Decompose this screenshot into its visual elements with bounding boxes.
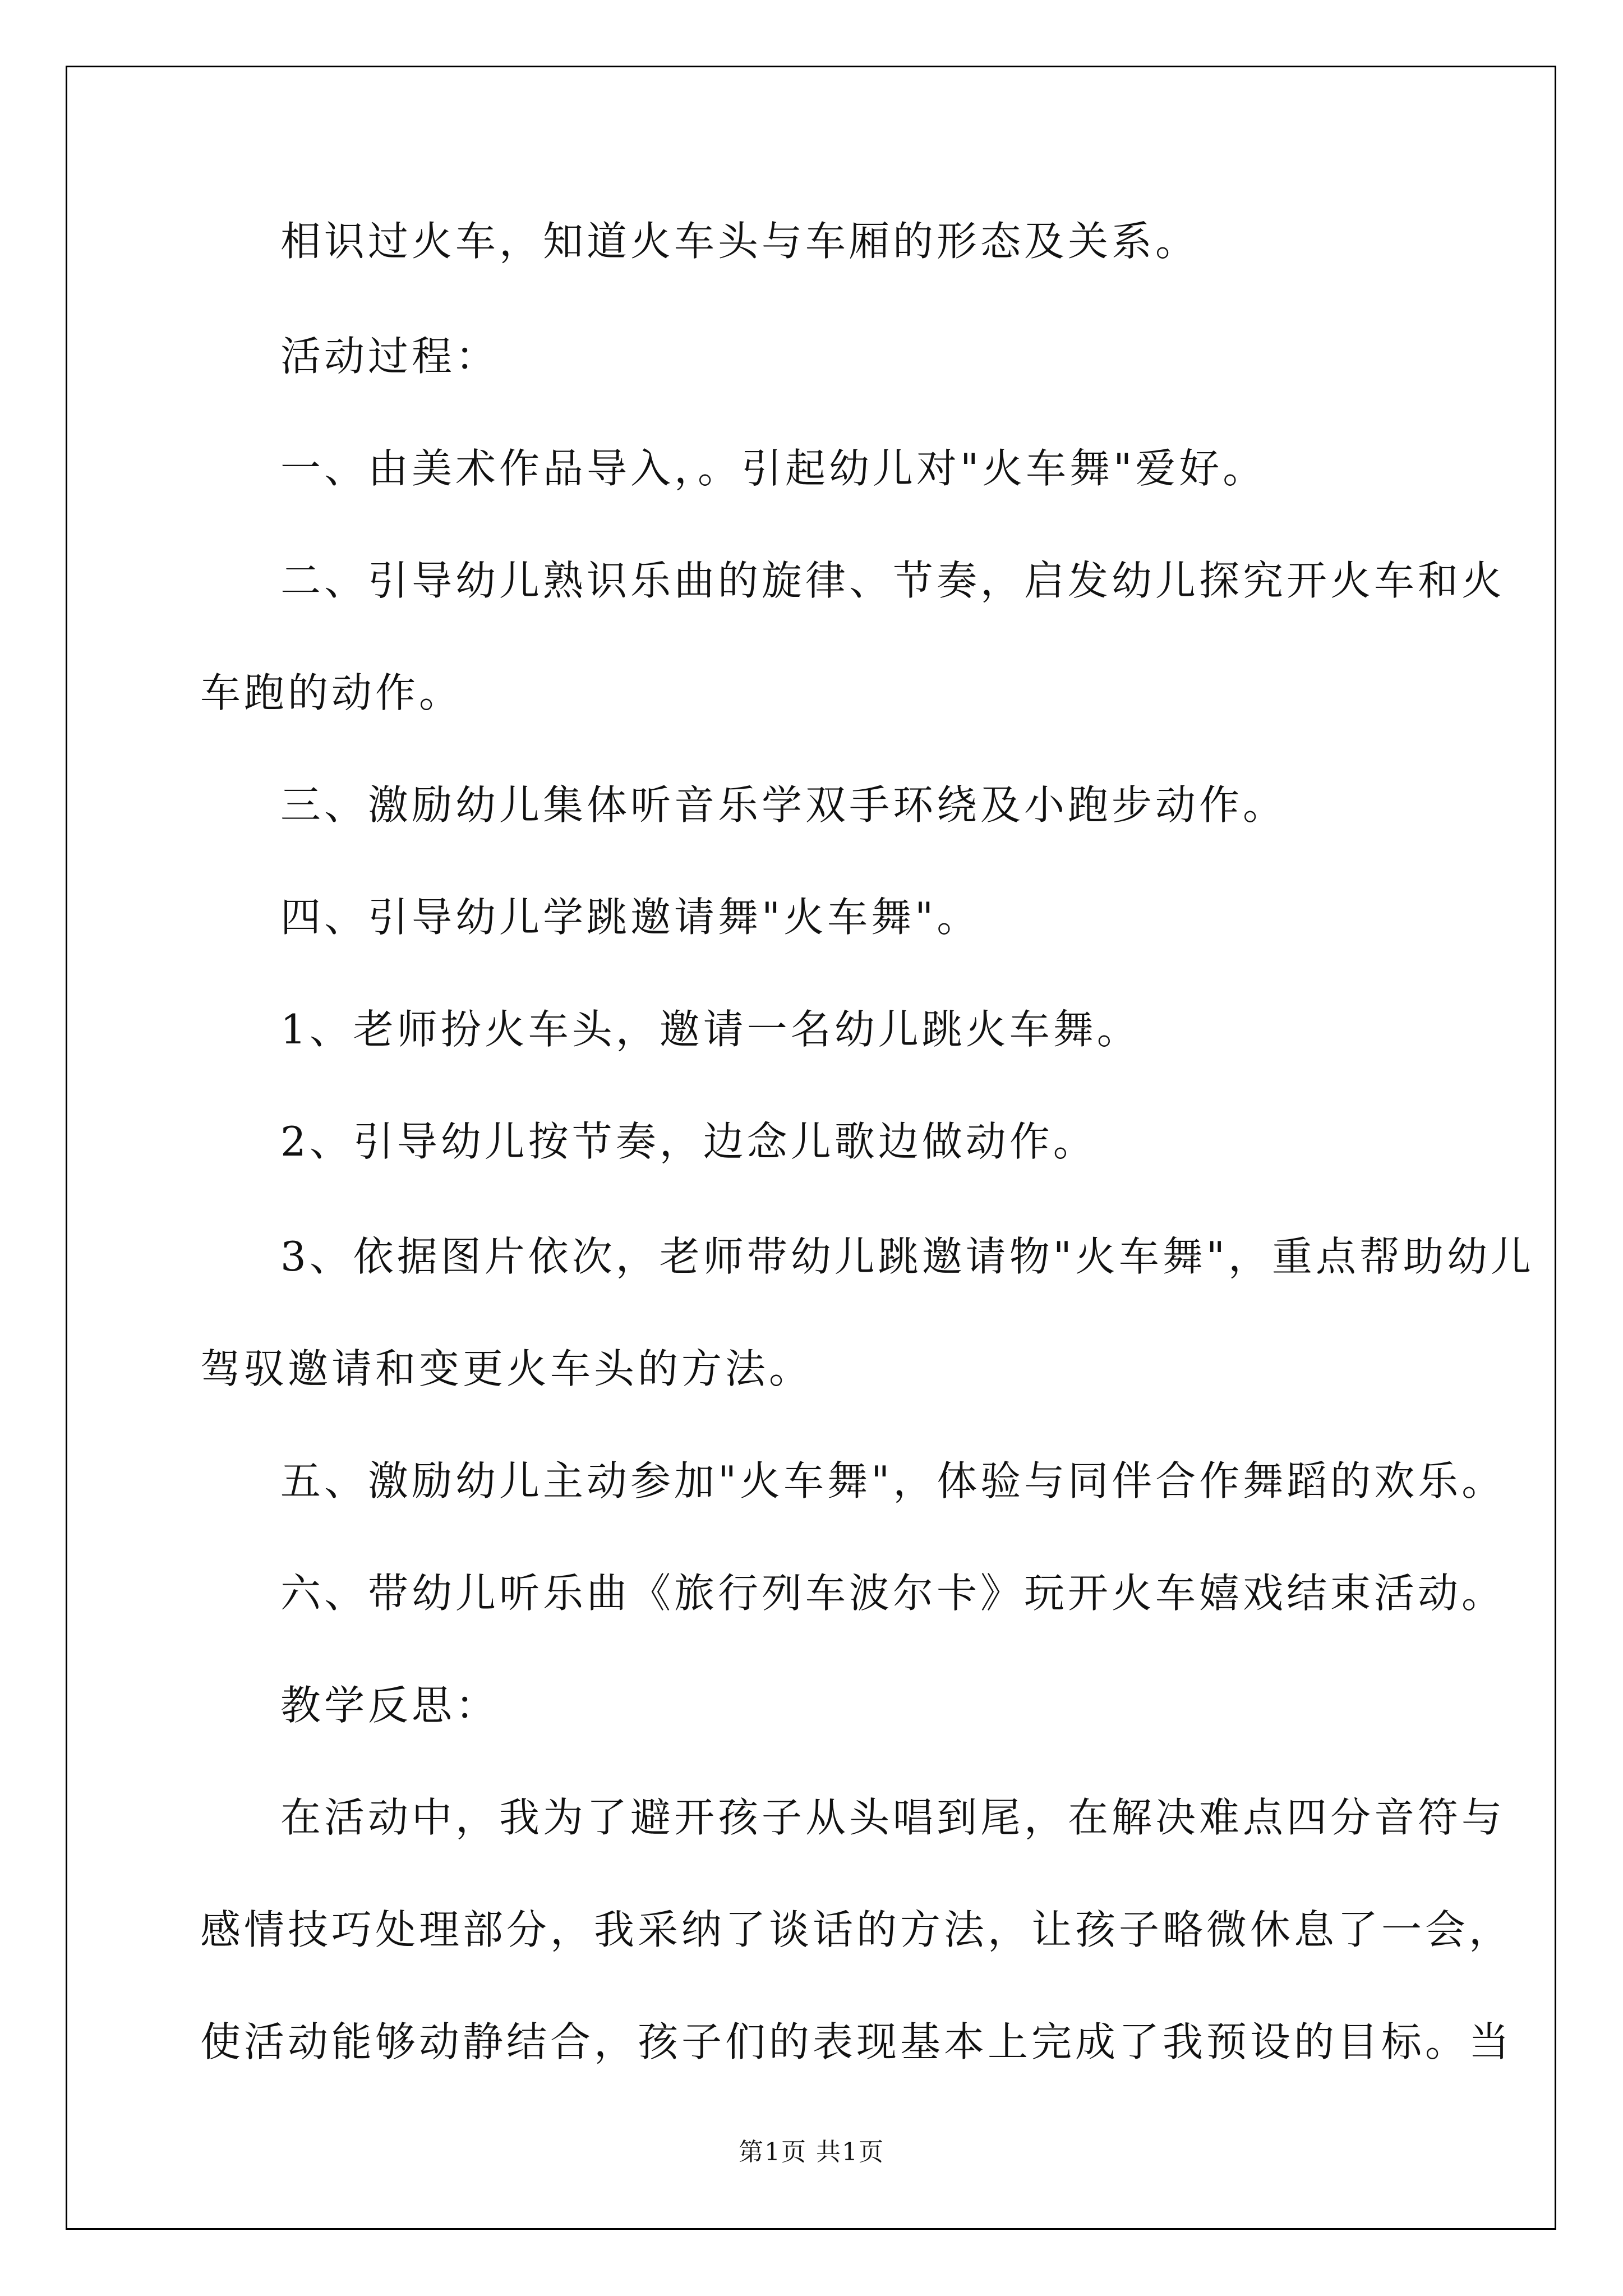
text-line: 驾驭邀请和变更火车头的方法。 (200, 1345, 813, 1392)
text-line: 车跑的动作。 (200, 669, 463, 716)
text-line: 2、引导幼儿按节奏，边念儿歌边做动作。 (280, 1118, 1097, 1165)
text-line: 三、激励幼儿集体听音乐学双手环绕及小跑步动作。 (280, 781, 1287, 829)
text-line: 一、由美术作品导入，。引起幼儿对"火车舞"爱好。 (280, 445, 1267, 492)
text-line: 教学反思： (280, 1682, 500, 1729)
text-line: 六、带幼儿听乐曲《旅行列车波尔卡》玩开火车嬉戏结束活动。 (280, 1570, 1506, 1617)
text-line: 3、依据图片依次，老师带幼儿跳邀请物"火车舞"，重点帮助幼儿 (280, 1233, 1535, 1280)
text-line: 使活动能够动静结合，孩子们的表现基本上完成了我预设的目标。当 (200, 2018, 1513, 2065)
text-line: 四、引导幼儿学跳邀请舞"火车舞"。 (280, 894, 981, 941)
text-line: 感情技巧处理部分，我采纳了谈话的方法，让孩子略微休息了一会， (200, 1906, 1513, 1953)
text-line: 五、激励幼儿主动参加"火车舞"，体验与同伴合作舞蹈的欢乐。 (280, 1457, 1506, 1504)
text-line: 二、引导幼儿熟识乐曲的旋律、节奏，启发幼儿探究开火车和火 (280, 557, 1506, 604)
text-line: 在活动中，我为了避开孩子从头唱到尾，在解决难点四分音符与 (280, 1794, 1506, 1841)
text-line: 相识过火车，知道火车头与车厢的形态及关系。 (280, 218, 1200, 265)
text-line: 活动过程： (280, 333, 500, 380)
text-line: 1、老师扮火车头，邀请一名幼儿跳火车舞。 (280, 1006, 1141, 1053)
page-number: 第1页 共1页 (739, 2138, 884, 2166)
